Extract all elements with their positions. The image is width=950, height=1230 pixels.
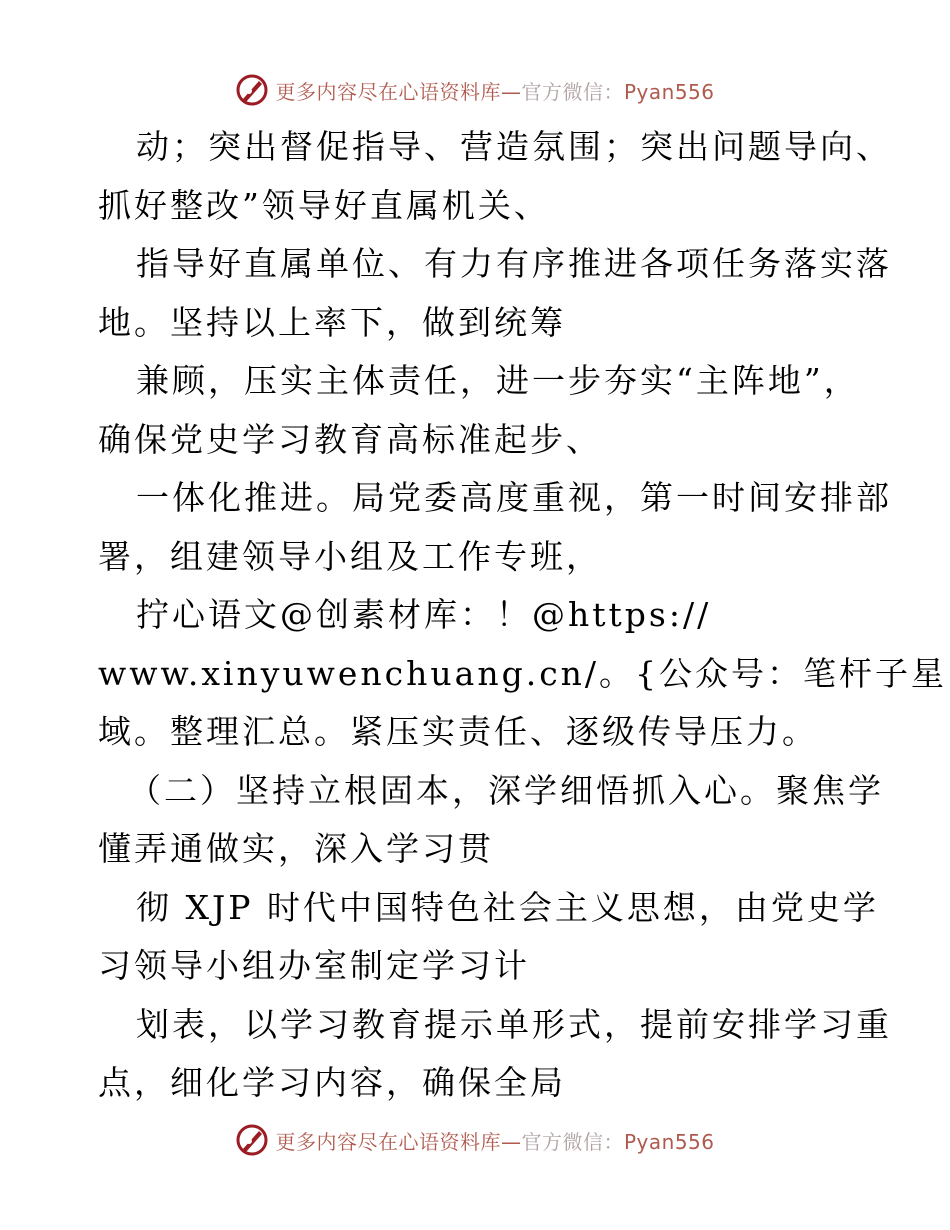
- text-line: 抓好整改”领导好直属机关、: [98, 185, 550, 225]
- text-line: 动；突出督促指导、营造氛围；突出问题导向、: [136, 127, 892, 166]
- text-line: 一体化推进。局党委高度重视，第一时间安排部: [136, 478, 892, 517]
- text-line: 彻 XJP 时代中国特色社会主义思想，由党史学: [136, 887, 879, 927]
- text-line: 习领导小组办室制定学习计: [98, 946, 530, 985]
- text-line: 兼顾，压实主体责任，进一步夯实“主阵地”，: [136, 361, 860, 400]
- banner-text: 更多内容尽在心语资料库—官方微信：Pyan556: [275, 1129, 715, 1154]
- text-line: （二）坚持立根固本，深学细悟抓入心。聚焦学: [128, 770, 884, 810]
- text-line: 指导好直属单位、有力有序推进各项任务落实落: [136, 244, 892, 283]
- text-line: 域。整理汇总。紧压实责任、逐级传导压力。: [98, 712, 818, 751]
- text-line: 懂弄通做实，深入学习贯: [98, 829, 494, 868]
- pen-logo-icon: [235, 73, 269, 107]
- text-line: www.xinyuwenchuang.cn/。{公众号：笔杆子星: [98, 653, 948, 693]
- text-line: 划表，以学习教育提示单形式，提前安排学习重: [136, 1004, 892, 1044]
- text-line: 署，组建领导小组及工作专班，: [98, 536, 602, 576]
- pen-logo-icon: [235, 1123, 269, 1157]
- banner-text: 更多内容尽在心语资料库—官方微信：Pyan556: [275, 79, 715, 104]
- footer-watermark-banner: [0, 1120, 950, 1160]
- header-watermark-banner: [0, 70, 950, 110]
- text-line: 拧心语文@创素材库：！@https://: [136, 595, 712, 634]
- text-line: 地。坚持以上率下，做到统筹: [98, 302, 566, 342]
- document-body: [98, 118, 948, 1113]
- text-line: 点，细化学习内容，确保全局: [98, 1063, 566, 1102]
- text-line: 确保党史学习教育高标准起步、: [98, 419, 602, 459]
